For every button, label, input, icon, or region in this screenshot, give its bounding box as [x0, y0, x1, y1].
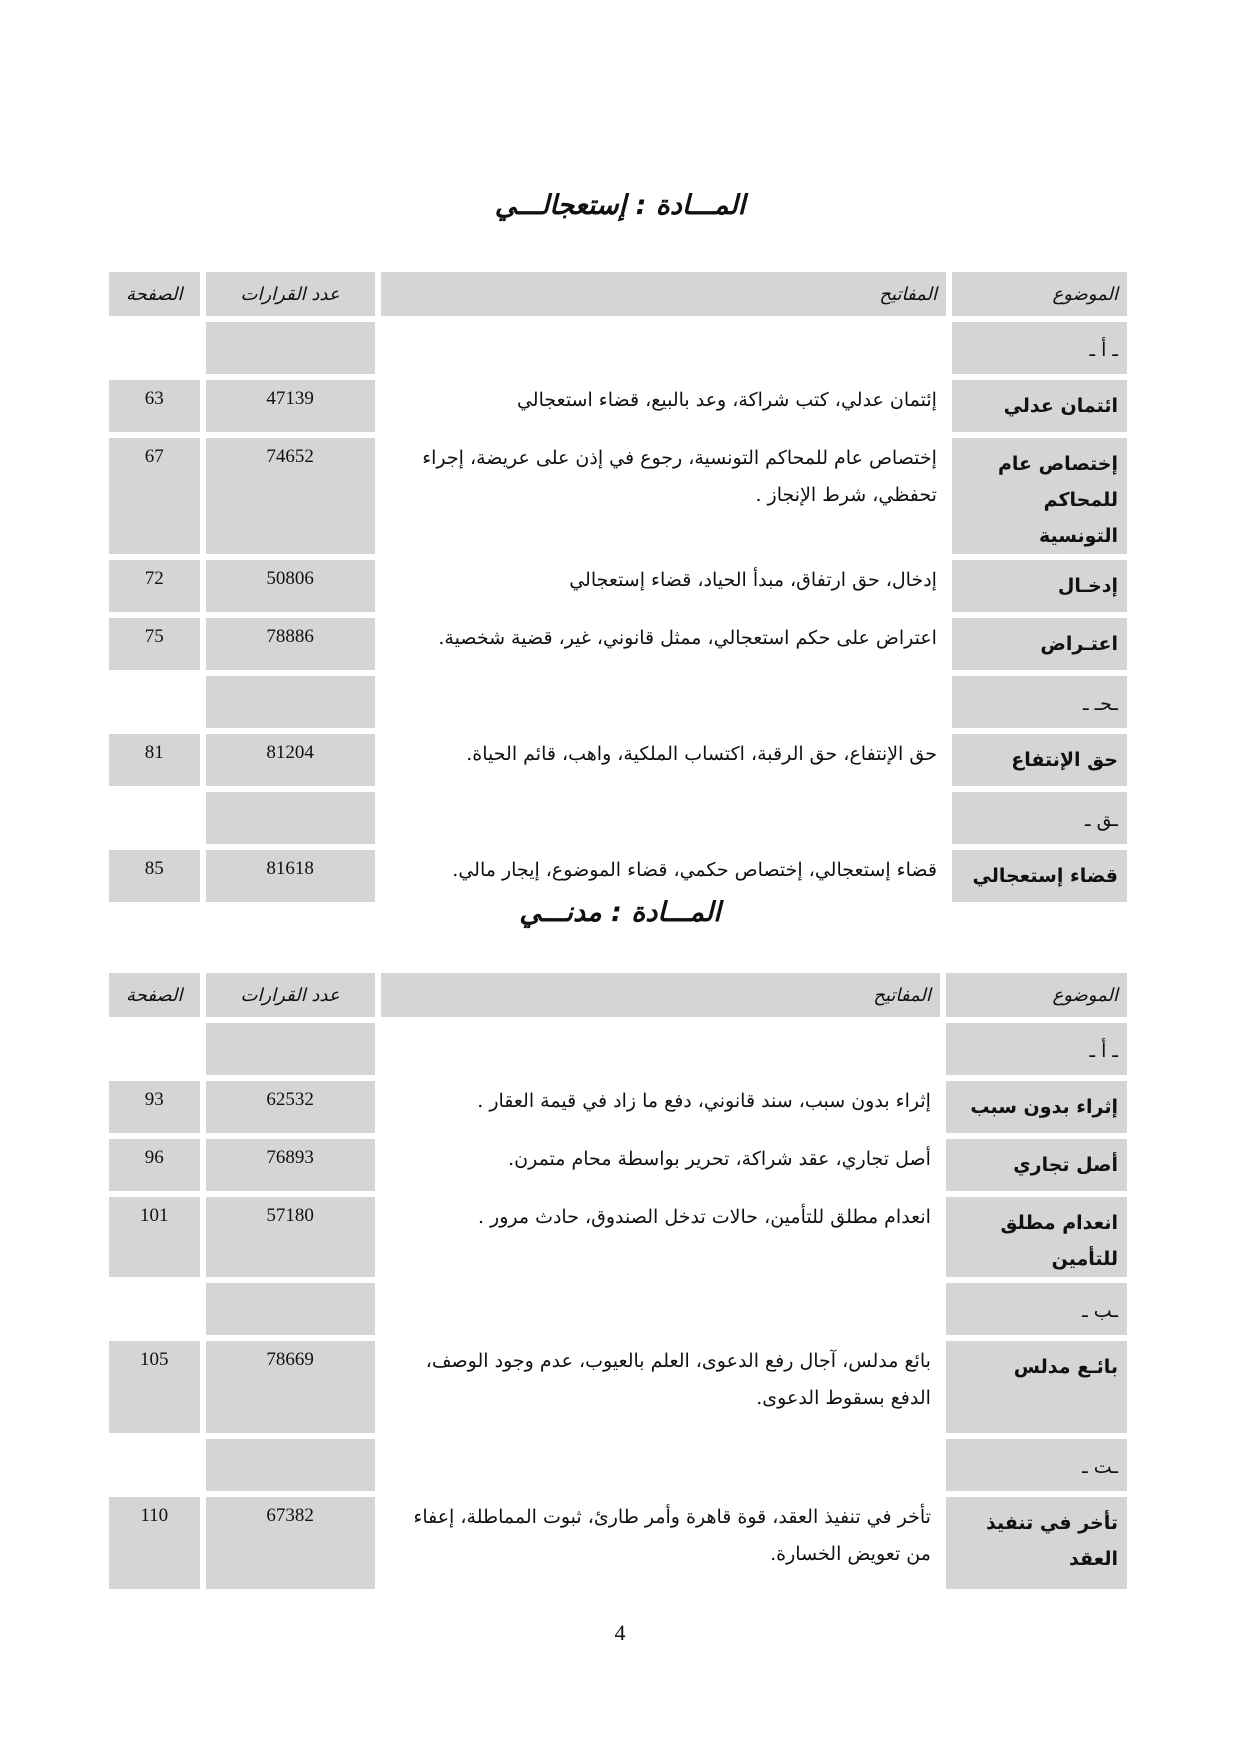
decision-number-cell — [206, 322, 375, 374]
subject-cell: قضاء إستعجالي — [952, 850, 1127, 902]
decision-number-cell — [206, 1283, 375, 1335]
page-cell: 85 — [109, 850, 200, 902]
letter-divider-row — [109, 792, 1127, 844]
page-cell: 105 — [109, 1341, 200, 1433]
decision-number-cell: 57180 — [206, 1197, 375, 1277]
section-title-civil: المـــادة : مدنـــي — [519, 897, 721, 928]
table-row — [109, 438, 1127, 554]
decision-number-cell: 76893 — [206, 1139, 375, 1191]
letter-divider-row — [109, 1023, 1127, 1075]
page-cell: 81 — [109, 734, 200, 786]
table-row — [109, 1197, 1127, 1277]
index-table-urgent — [103, 266, 1133, 908]
table-header-row — [109, 272, 1127, 316]
page-cell — [109, 1283, 200, 1335]
decision-number-cell: 78886 — [206, 618, 375, 670]
section-title-urgent: المـــادة : إستعجالـــي — [494, 190, 746, 221]
header-subject: الموضوع — [952, 272, 1127, 316]
header-keywords: المفاتيح — [381, 272, 946, 316]
letter-heading: ـق ـ — [952, 792, 1127, 844]
subject-cell: اعتـراض — [952, 618, 1127, 670]
keywords-cell — [381, 1023, 940, 1075]
page-cell: 101 — [109, 1197, 200, 1277]
decision-number-cell: 47139 — [206, 380, 375, 432]
letter-heading: ـ أ ـ — [946, 1023, 1127, 1075]
keywords-cell — [381, 1439, 940, 1491]
subject-cell: تأخر في تنفيذ العقد — [946, 1497, 1127, 1589]
header-page: الصفحة — [109, 272, 200, 316]
decision-number-cell: 78669 — [206, 1341, 375, 1433]
subject-cell: إختصاص عام للمحاكم التونسية — [952, 438, 1127, 554]
page-cell: 63 — [109, 380, 200, 432]
page-cell: 67 — [109, 438, 200, 554]
keywords-cell — [381, 676, 946, 728]
decision-number-cell: 81204 — [206, 734, 375, 786]
decision-number-cell: 62532 — [206, 1081, 375, 1133]
keywords-cell: انعدام مطلق للتأمين، حالات تدخل الصندوق، حادث مرور . — [381, 1197, 940, 1277]
decision-number-cell: 81618 — [206, 850, 375, 902]
page-cell: 93 — [109, 1081, 200, 1133]
keywords-cell: إختصاص عام للمحاكم التونسية، رجوع في إذن على عريضة، إجراء تحفظي، شرط الإنجاز . — [381, 438, 946, 554]
header-subject: الموضوع — [946, 973, 1127, 1017]
table-row — [109, 1139, 1127, 1191]
table-row — [109, 1341, 1127, 1433]
letter-heading: ـحـ ـ — [952, 676, 1127, 728]
decision-number-cell — [206, 1023, 375, 1075]
page-cell: 110 — [109, 1497, 200, 1589]
decision-number-cell — [206, 676, 375, 728]
subject-cell: أصل تجاري — [946, 1139, 1127, 1191]
header-page: الصفحة — [109, 973, 200, 1017]
letter-divider-row — [109, 322, 1127, 374]
keywords-cell — [381, 322, 946, 374]
header-decision-no: عدد القرارات — [206, 973, 375, 1017]
subject-cell: إثراء بدون سبب — [946, 1081, 1127, 1133]
decision-number-cell: 50806 — [206, 560, 375, 612]
keywords-cell: إدخال، حق ارتفاق، مبدأ الحياد، قضاء إستعجالي — [381, 560, 946, 612]
page-cell: 96 — [109, 1139, 200, 1191]
page-cell: 75 — [109, 618, 200, 670]
page-cell — [109, 322, 200, 374]
page-cell — [109, 1023, 200, 1075]
keywords-cell — [381, 792, 946, 844]
table-row — [109, 380, 1127, 432]
decision-number-cell — [206, 792, 375, 844]
keywords-cell: إئتمان عدلي، كتب شراكة، وعد بالبيع، قضاء استعجالي — [381, 380, 946, 432]
keywords-cell: تأخر في تنفيذ العقد، قوة قاهرة وأمر طارئ، ثبوت المماطلة، إعفاء من تعويض الخسارة. — [381, 1497, 940, 1589]
decision-number-cell — [206, 1439, 375, 1491]
keywords-cell: اعتراض على حكم استعجالي، ممثل قانوني، غير، قضية شخصية. — [381, 618, 946, 670]
subject-cell: إدخـال — [952, 560, 1127, 612]
table-row — [109, 850, 1127, 902]
decision-number-cell: 74652 — [206, 438, 375, 554]
letter-divider-row — [109, 676, 1127, 728]
header-decision-no: عدد القرارات — [206, 272, 375, 316]
decision-number-cell: 67382 — [206, 1497, 375, 1589]
letter-heading: ـ أ ـ — [952, 322, 1127, 374]
keywords-cell: إثراء بدون سبب، سند قانوني، دفع ما زاد في قيمة العقار . — [381, 1081, 940, 1133]
letter-divider-row — [109, 1283, 1127, 1335]
subject-cell: حق الإنتفاع — [952, 734, 1127, 786]
page-number: 4 — [614, 1620, 626, 1645]
page-cell — [109, 792, 200, 844]
page-cell: 72 — [109, 560, 200, 612]
table-row — [109, 1497, 1127, 1589]
keywords-cell — [381, 1283, 940, 1335]
keywords-cell: أصل تجاري، عقد شراكة، تحرير بواسطة محام متمرن. — [381, 1139, 940, 1191]
keywords-cell: بائع مدلس، آجال رفع الدعوى، العلم بالعيوب، عدم وجود الوصف، الدفع بسقوط الدعوى. — [381, 1341, 940, 1433]
index-table-civil — [103, 967, 1133, 1595]
table-header-row — [109, 973, 1127, 1017]
table-row — [109, 560, 1127, 612]
table-row — [109, 1081, 1127, 1133]
header-keywords: المفاتيح — [381, 973, 940, 1017]
keywords-cell: قضاء إستعجالي، إختصاص حكمي، قضاء الموضوع، إيجار مالي. — [381, 850, 946, 902]
page-cell — [109, 676, 200, 728]
table-row — [109, 618, 1127, 670]
subject-cell: انعدام مطلق للتأمين — [946, 1197, 1127, 1277]
keywords-cell: حق الإنتفاع، حق الرقبة، اكتساب الملكية، واهب، قائم الحياة. — [381, 734, 946, 786]
page-cell — [109, 1439, 200, 1491]
subject-cell: ائتمان عدلي — [952, 380, 1127, 432]
letter-heading: ـب ـ — [946, 1283, 1127, 1335]
subject-cell: بائـع مدلس — [946, 1341, 1127, 1433]
letter-heading: ـت ـ — [946, 1439, 1127, 1491]
table-row — [109, 734, 1127, 786]
letter-divider-row — [109, 1439, 1127, 1491]
